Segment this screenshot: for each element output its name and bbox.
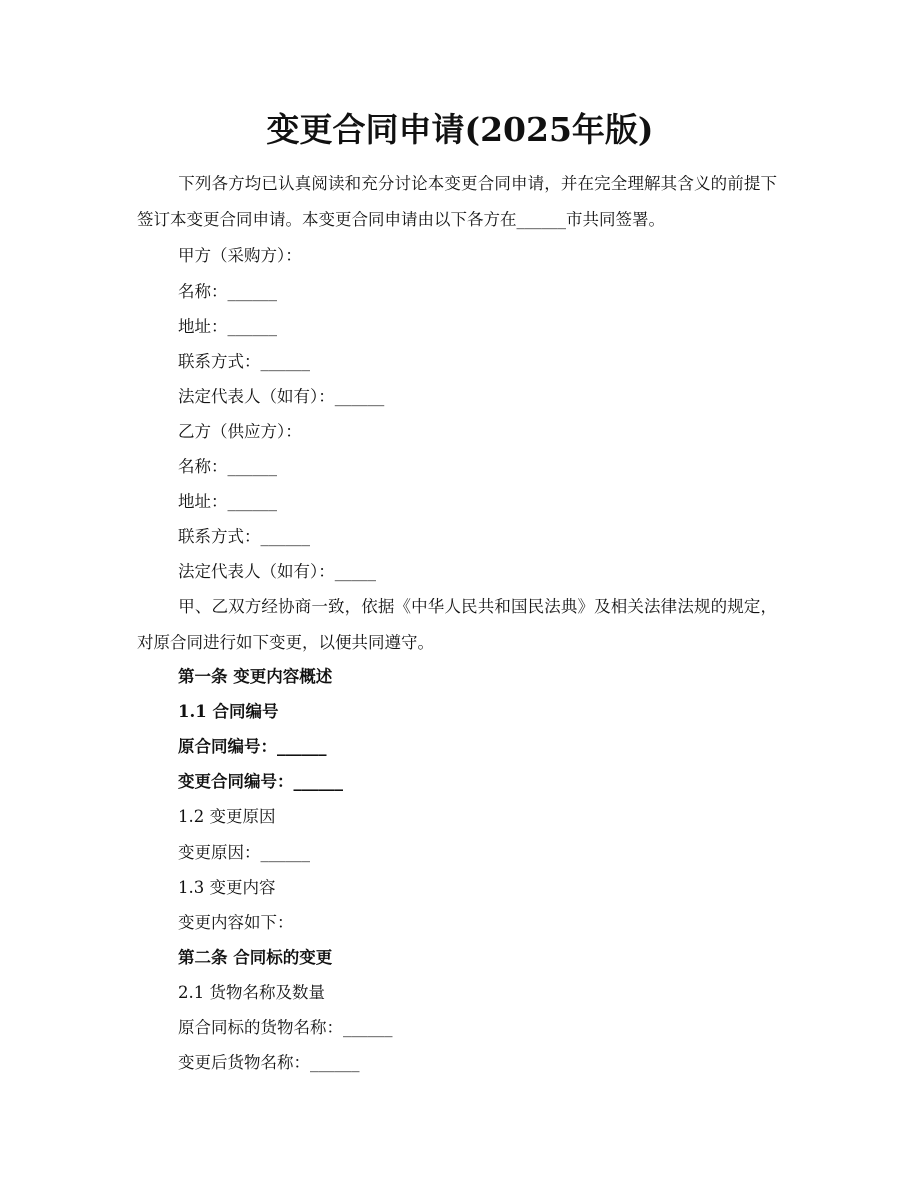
section-2-1-heading: 2.1 货物名称及数量 [178,983,325,1002]
party-b-name-field: 名称：______ [178,457,277,476]
agreement-paragraph: 甲、乙双方经协商一致，依据《中华人民共和国民法典》及相关法律法规的规定，对原合同进行如下变更，以便共同遵守。 [137,597,777,652]
changed-goods-name-field: 变更后货物名称：______ [178,1053,360,1072]
party-b-legal-rep-field: 法定代表人（如有）：_____ [178,562,376,581]
section-1-1-heading: 1.1 合同编号 [178,702,279,721]
party-a-address-field: 地址：______ [178,317,277,336]
original-contract-no-field: 原合同编号：______ [178,737,327,756]
document-title: 变更合同申请(2025年版) [266,110,654,149]
article-1-heading: 第一条 变更内容概述 [178,667,333,686]
change-reason-field: 变更原因：______ [178,843,310,862]
change-content-label: 变更内容如下： [178,913,294,932]
section-1-3-heading: 1.3 变更内容 [178,878,276,897]
intro-paragraph: 下列各方均已认真阅读和充分讨论本变更合同申请，并在完全理解其含义的前提下签订本变更合同申请。本变更合同申请由以下各方在______市共同签署。 [137,174,777,229]
party-a-heading: 甲方（采购方）： [178,246,302,265]
party-a-contact-field: 联系方式：______ [178,352,310,371]
party-a-name-field: 名称：______ [178,282,277,301]
changed-contract-no-field: 变更合同编号：______ [178,772,343,791]
article-2-heading: 第二条 合同标的变更 [178,948,333,967]
section-1-2-heading: 1.2 变更原因 [178,807,276,826]
party-b-contact-field: 联系方式：______ [178,527,310,546]
party-a-legal-rep-field: 法定代表人（如有）：______ [178,387,385,406]
original-goods-name-field: 原合同标的货物名称：______ [178,1018,393,1037]
party-b-heading: 乙方（供应方）： [178,422,302,441]
party-b-address-field: 地址：______ [178,492,277,511]
